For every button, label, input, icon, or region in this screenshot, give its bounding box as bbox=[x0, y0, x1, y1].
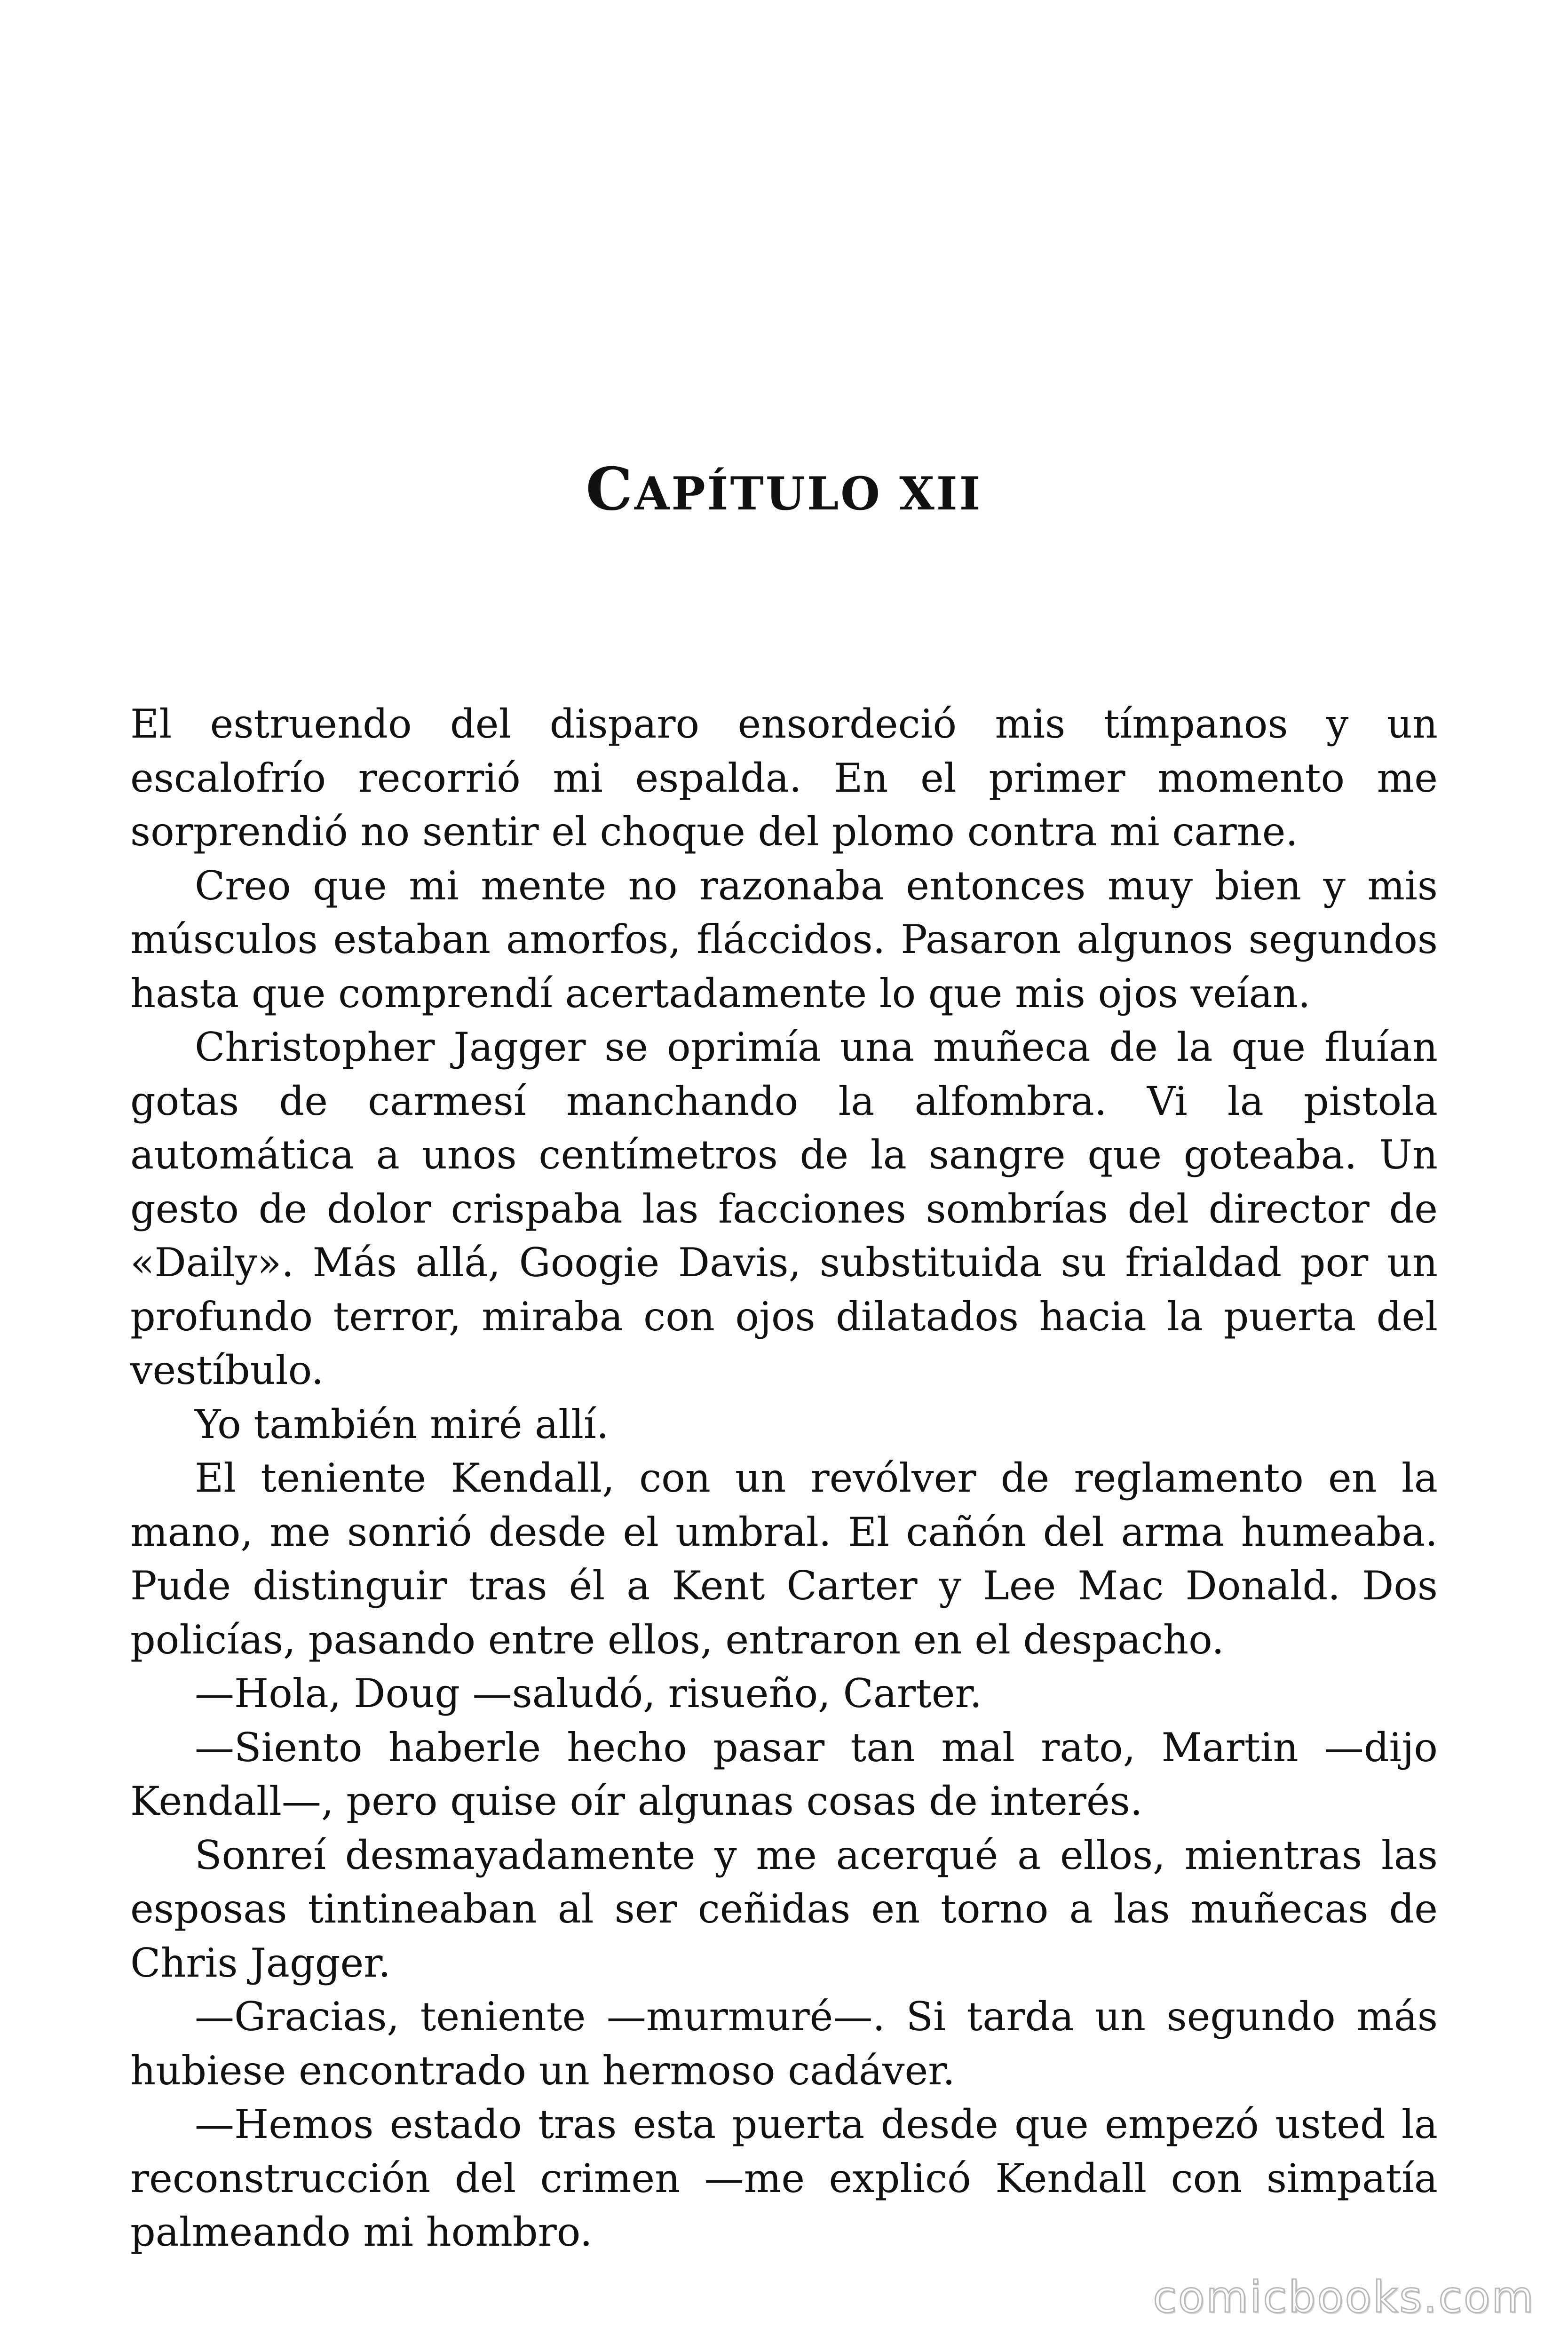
paragraph: El estruendo del disparo ensordeció mis tímpanos y un escalofrío recorrió mi espalda. En el primer momento me sorprendió no sentir el choque del plomo contra mi carne. bbox=[130, 701, 1438, 855]
chapter-title bbox=[0, 452, 1568, 532]
paragraph: Christopher Jagger se oprimía una muñeca de la que fluían gotas de carmesí manchando la alfombra. Vi la pistola automática a unos centímetros de la sangre que goteaba. Un gesto de dolor crispaba las facciones sombrías del director de «Daily». Más allá, Googie Davis, substituida su frialdad por un profundo terror, miraba con ojos dilatados hacia la puerta del vestíbulo. bbox=[130, 1024, 1438, 1393]
paragraph: Yo también miré allí. bbox=[195, 1401, 609, 1447]
chapter-body bbox=[130, 697, 1438, 2259]
paragraph: Sonreí desmayadamente y me acerqué a ellos, mientras las esposas tintineaban al ser ceñidas en torno a las muñecas de Chris Jagger. bbox=[130, 1832, 1438, 1986]
paragraph: —Hemos estado tras esta puerta desde que empezó usted la reconstrucción del crimen —me explicó Kendall con simpatía palmeando mi hombro. bbox=[130, 2101, 1438, 2255]
watermark: comicbooks.com bbox=[1153, 2272, 1535, 2322]
paragraph: El teniente Kendall, con un revólver de reglamento en la mano, me sonrió desde el umbral. El cañón del arma humeaba. Pude distinguir tras él a Kent Carter y Lee Mac Donald. Dos policías, pasando entre ellos, entraron en el despacho. bbox=[130, 1455, 1438, 1663]
chapter-title-initial: C bbox=[586, 455, 634, 524]
chapter-title-rest: APÍTULO XII bbox=[634, 467, 982, 520]
paragraph: —Gracias, teniente —murmuré—. Si tarda un segundo más hubiese encontrado un hermoso cadáver. bbox=[130, 1994, 1438, 2094]
paragraph: —Hola, Doug —saludó, risueño, Carter. bbox=[195, 1670, 982, 1716]
paragraph: Creo que mi mente no razonaba entonces muy bien y mis músculos estaban amorfos, fláccidos. Pasaron algunos segundos hasta que comprendí acertadamente lo que mis ojos veían. bbox=[130, 862, 1438, 1017]
paragraph: —Siento haberle hecho pasar tan mal rato, Martin —dijo Kendall—, pero quise oír algunas cosas de interés. bbox=[130, 1724, 1438, 1824]
